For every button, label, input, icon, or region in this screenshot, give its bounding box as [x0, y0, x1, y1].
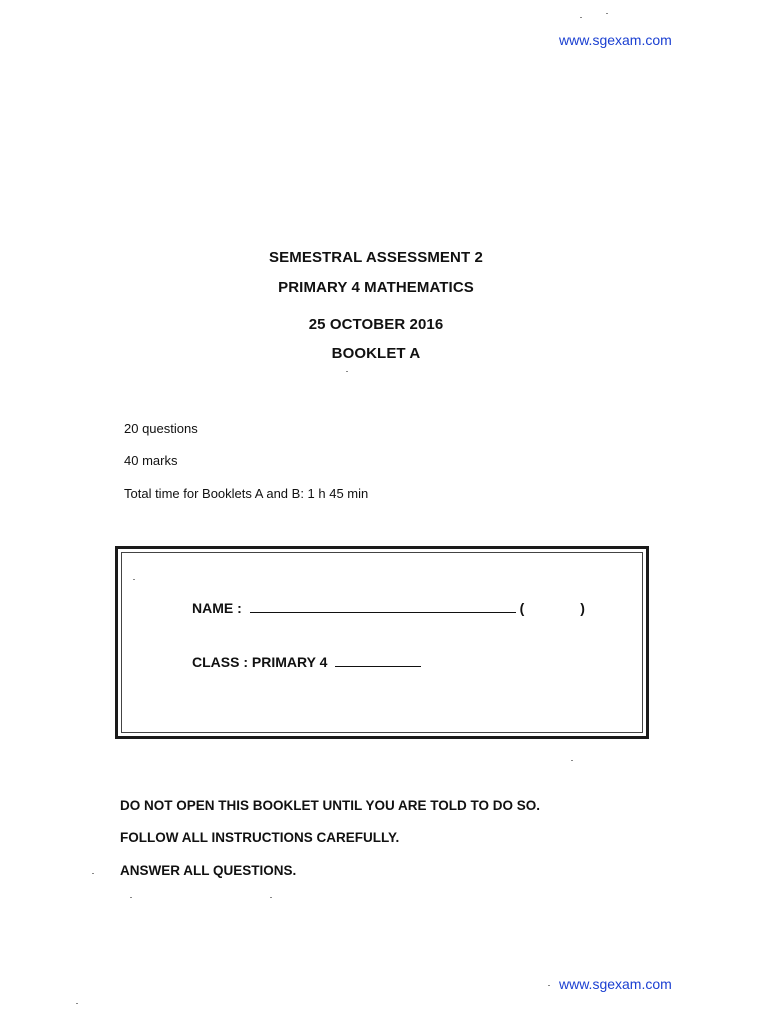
name-input-line[interactable] — [250, 600, 516, 613]
website-link-top[interactable]: www.sgexam.com — [559, 32, 672, 48]
scan-speck — [76, 1003, 78, 1004]
class-input-line[interactable] — [335, 654, 421, 667]
scan-speck — [606, 13, 608, 14]
scan-speck — [92, 873, 94, 874]
index-paren-close: ) — [580, 600, 585, 616]
scan-speck — [580, 17, 582, 18]
website-link-bottom[interactable]: www.sgexam.com — [559, 976, 672, 992]
scan-speck — [133, 579, 135, 580]
student-details-inner-border — [121, 552, 643, 733]
name-label: NAME : — [192, 600, 242, 616]
class-label: CLASS : PRIMARY 4 — [192, 654, 328, 670]
time-allowed: Total time for Booklets A and B: 1 h 45 min — [124, 486, 369, 501]
scan-speck — [270, 897, 272, 898]
scan-speck — [346, 371, 348, 372]
instruction-do-not-open: DO NOT OPEN THIS BOOKLET UNTIL YOU ARE TOLD TO DO SO. — [120, 798, 541, 813]
student-details-box — [115, 546, 649, 739]
booklet-title: BOOKLET A — [331, 345, 421, 362]
scan-speck — [130, 897, 132, 898]
instruction-answer-all: ANSWER ALL QUESTIONS. — [120, 863, 297, 878]
marks-total: 40 marks — [124, 453, 178, 468]
subject-title: PRIMARY 4 MATHEMATICS — [278, 279, 474, 296]
exam-date: 25 OCTOBER 2016 — [308, 316, 444, 333]
question-count: 20 questions — [124, 421, 198, 436]
index-paren-open: ( — [519, 600, 525, 616]
name-row — [192, 600, 585, 616]
scan-speck — [571, 760, 573, 761]
scan-speck — [548, 985, 550, 986]
assessment-title: SEMESTRAL ASSESSMENT 2 — [269, 249, 483, 266]
class-row — [192, 654, 421, 670]
instruction-follow: FOLLOW ALL INSTRUCTIONS CAREFULLY. — [120, 830, 400, 845]
